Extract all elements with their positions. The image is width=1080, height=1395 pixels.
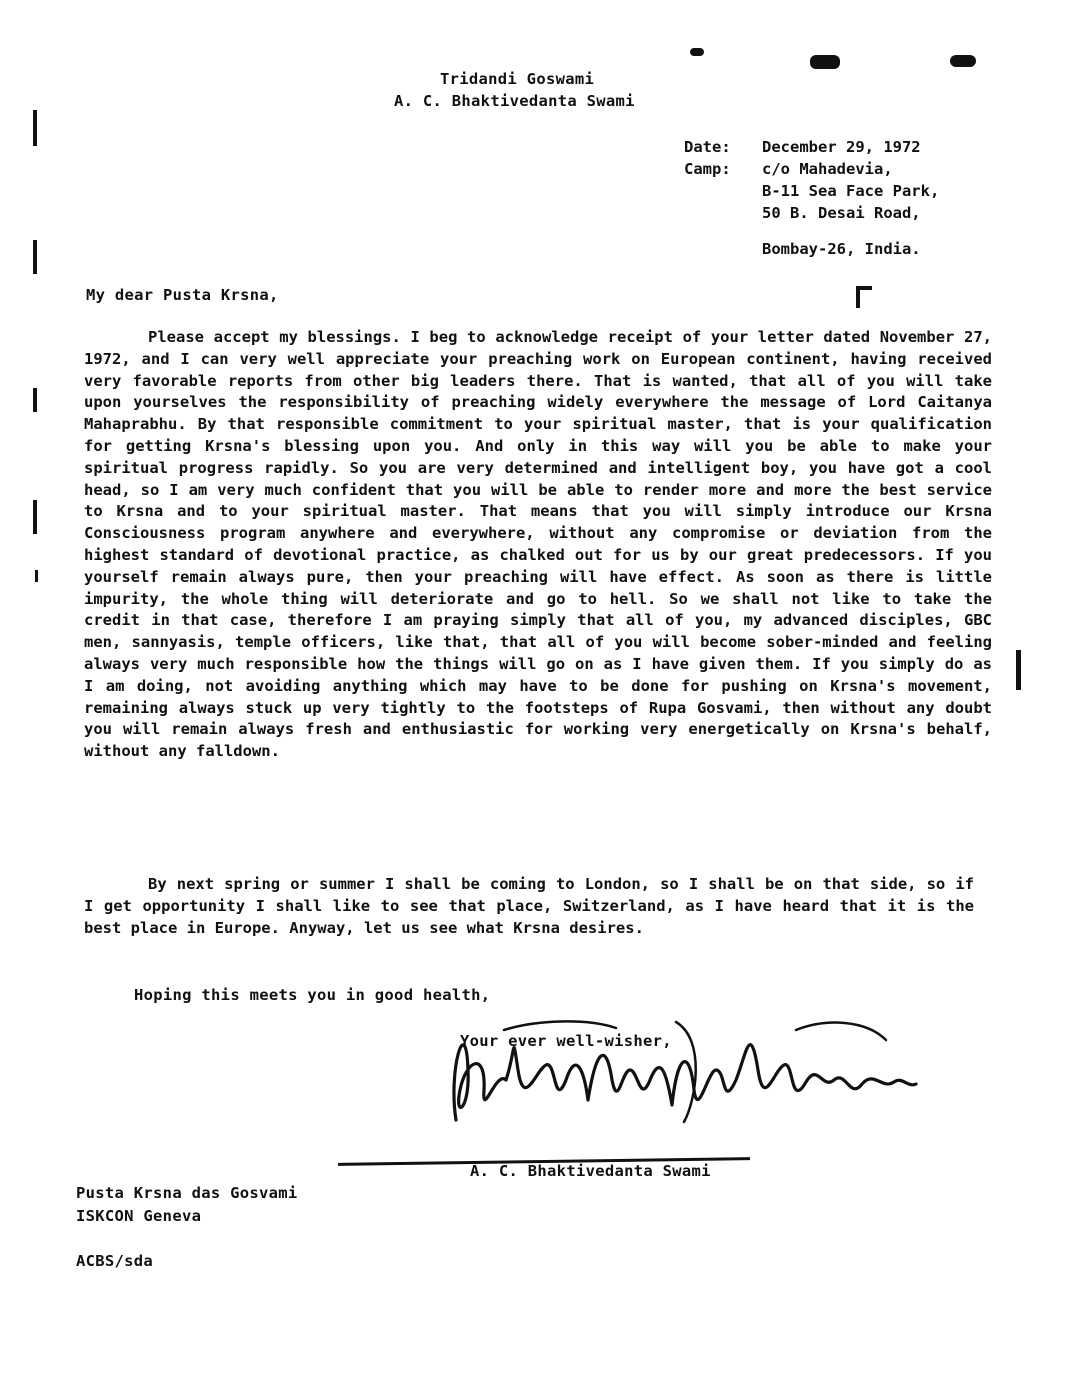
date-value: December 29, 1972 [762,138,921,156]
ink-blot [950,55,976,67]
body-paragraph-2 [84,874,974,939]
recipient-location: ISKCON Geneva [76,1207,202,1225]
body-paragraph-1 [84,327,992,763]
address-line: 50 B. Desai Road, [762,204,921,222]
address-line: Bombay-26, India. [762,240,921,258]
margin-mark [33,110,37,146]
body-paragraph-1-text: Please accept my blessings. I beg to acknowledge receipt of your letter dated November 27, 1972, and I can very well appreciate your preaching work on European continent, having received very favorable reports from other big leaders there. That is wanted, that all of you will take upon yourselves the responsibility of preaching widely everywhere the message of Lord Caitanya Mahaprabhu. By that responsible commitment to your spiritual master, that is your qualification for getting Krsna's blessing upon you. And only in this way will you be able to make your spiritual progress rapidly. So you are very determined and intelligent boy, you have got a cool head, so I am very much confident that you will be able to render more and more the best service to Krsna and to your spiritual master. That means that you will simply introduce our Krsna Consciousness program anywhere and everywhere, without any compromise or deviation from the highest standard of devotional practice, as chalked out for us by our great predecessors. If you yourself remain always pure, then your preaching will have effect. As soon as there is little impurity, the whole thing will deteriorate and go to hell. So we shall not like to take the credit in that case, therefore I am praying simply that all of you, my advanced disciples, GBC men, sannyasis, temple officers, like that, that all of you will become sober-minded and feeling always very much responsible how the things will go on as I have given them. If you simply do as I am doing, not avoiding anything which may have to be done for pushing on Krsna's movement, remaining always stuck up very tightly to the footsteps of Rupa Gosvami, then without any doubt you will remain always fresh and enthusiastic for working very energetically on Krsna's behalf, without any falldown. [84,328,992,761]
camp-label: Camp: [684,160,731,178]
ink-blot [810,55,840,69]
recipient-name: Pusta Krsna das Gosvami [76,1184,298,1202]
ink-blot [690,48,704,56]
address-line: B-11 Sea Face Park, [762,182,940,200]
signatory-name: A. C. Bhaktivedanta Swami [470,1162,711,1180]
ink-mark [856,286,872,290]
margin-mark [33,240,37,274]
date-label: Date: [684,138,731,156]
margin-mark [33,500,37,534]
address-line: c/o Mahadevia, [762,160,893,178]
signoff-line: Your ever well-wisher, [460,1032,672,1050]
handwritten-signature [446,1010,926,1140]
letterhead-title: Tridandi Goswami [440,70,595,88]
reference-initials: ACBS/sda [76,1252,154,1270]
margin-mark [35,570,38,582]
margin-mark [1016,650,1021,690]
letterhead-name: A. C. Bhaktivedanta Swami [394,92,635,110]
salutation: My dear Pusta Krsna, [86,286,279,304]
closing-line: Hoping this meets you in good health, [134,986,491,1004]
body-paragraph-2-text: By next spring or summer I shall be coming to London, so I shall be on that side, so if I get opportunity I shall like to see that place, Switzerland, as I have heard that it is the best place in Europe. Anyway, let us see what Krsna desires. [84,875,974,937]
margin-mark [33,388,37,412]
